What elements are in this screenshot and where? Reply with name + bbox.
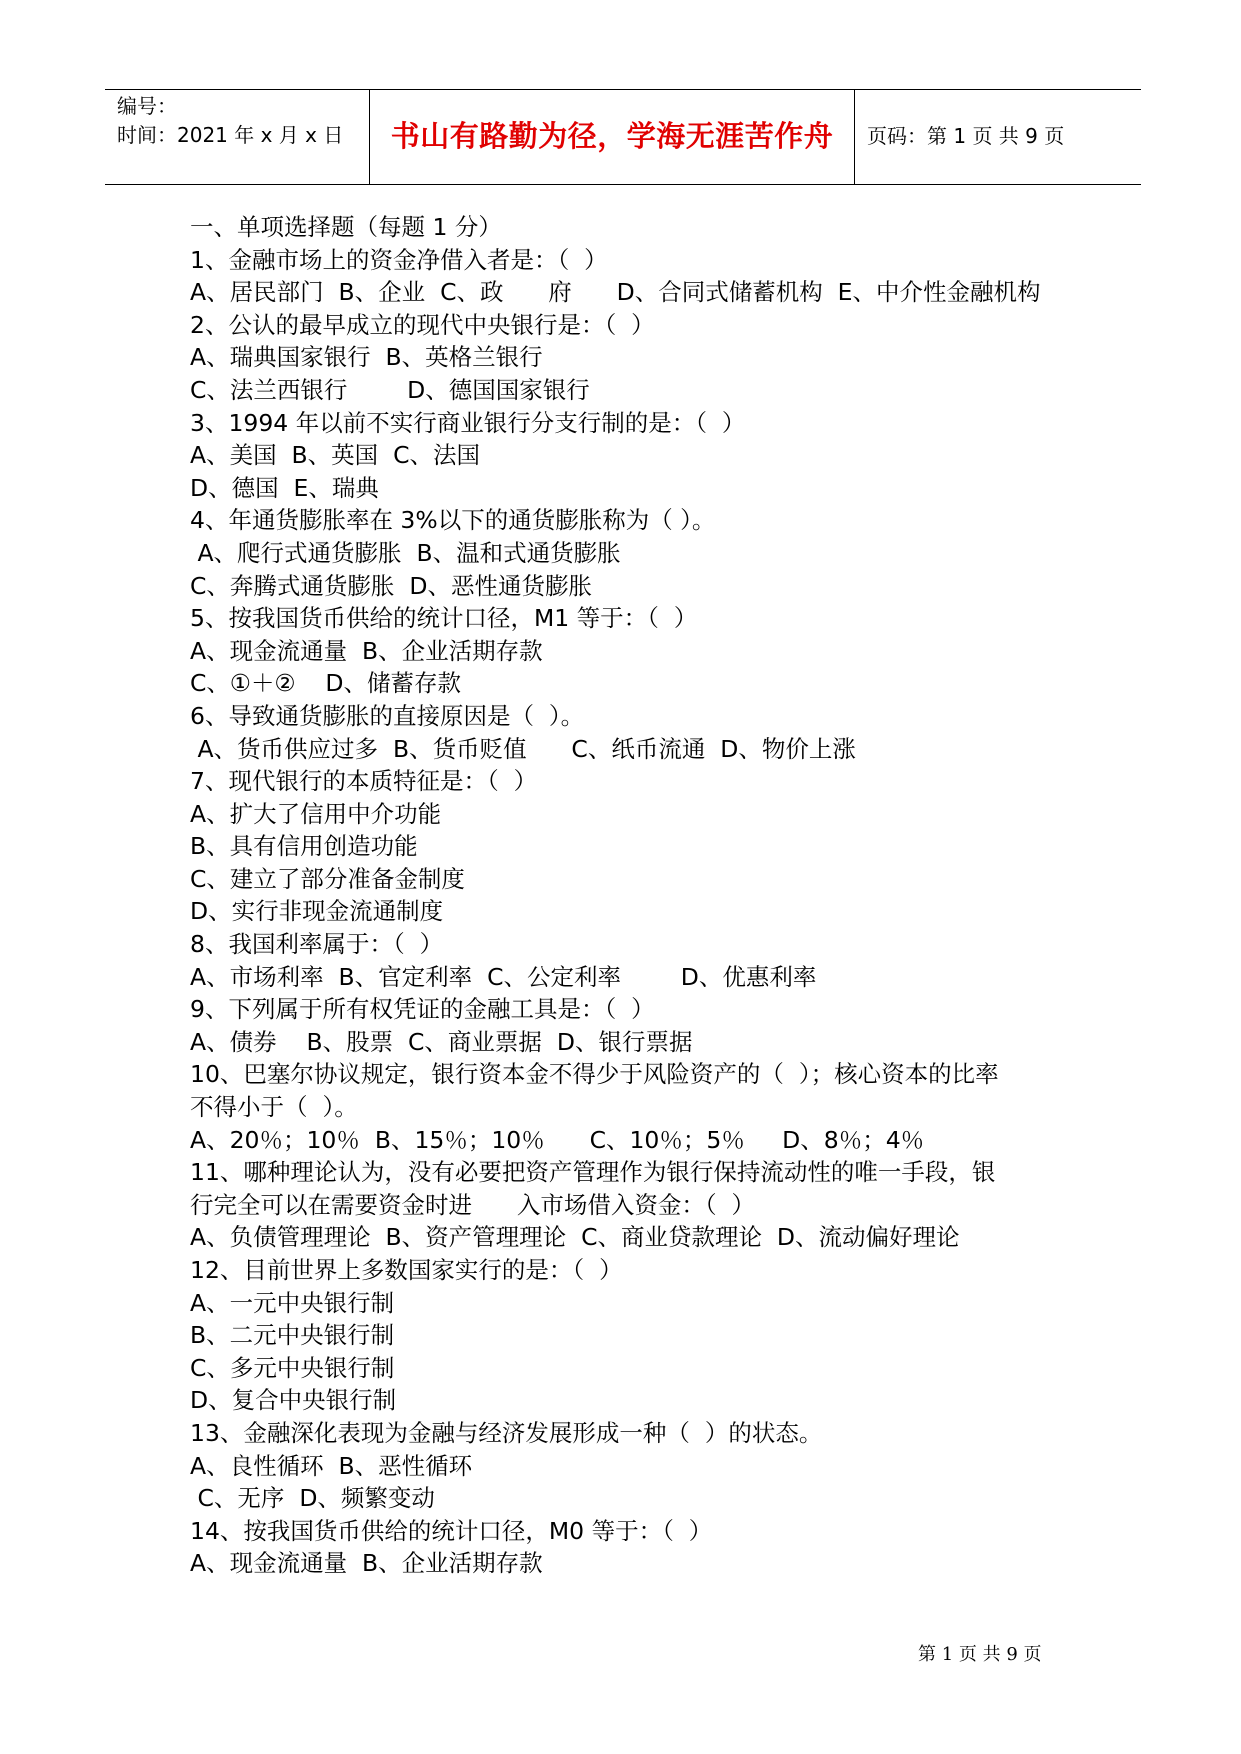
text-line: D、实行非现金流通制度: [190, 897, 444, 926]
text-line: 10、巴塞尔协议规定，银行资本金不得少于风险资产的（ ）；核心资本的比率: [190, 1060, 999, 1089]
text-line: 一、单项选择题（每题 1 分）: [190, 213, 502, 241]
text-line: D、德国 E、瑞典: [190, 473, 379, 502]
text-line: 12、目前世界上多数国家实行的是：（ ）: [190, 1256, 623, 1284]
text-line: 2、公认的最早成立的现代中央银行是：（ ）: [190, 310, 655, 339]
text-line: A、20％；10％ B、15％；10％ C、10％；5％ D、8％；4％: [190, 1125, 925, 1154]
text-line: 4、年通货膨胀率在 3%以下的通货膨胀称为（ ）。: [190, 506, 716, 535]
header-page-info: 页码：第 1 页 共 9 页: [867, 124, 1065, 148]
text-line: A、扩大了信用中介功能: [190, 799, 442, 828]
text-line: A、美国 B、英国 C、法国: [190, 441, 480, 470]
page-footer: 第 1 页 共 9 页: [918, 1644, 1042, 1665]
text-line: A、现金流通量 B、企业活期存款: [190, 1549, 543, 1578]
text-line: 9、下列属于所有权凭证的金融工具是：（ ）: [190, 995, 655, 1024]
text-line: 13、金融深化表现为金融与经济发展形成一种（ ）的状态。: [190, 1418, 823, 1447]
text-line: C、法兰西银行 D、德国国家银行: [190, 375, 590, 404]
header-left-cell: [105, 90, 369, 184]
text-line: A、一元中央银行制: [190, 1288, 395, 1317]
text-line: 5、按我国货币供给的统计口径，M1 等于：（ ）: [190, 604, 698, 633]
text-line: C、多元中央银行制: [190, 1353, 395, 1382]
text-line: C、无序 D、频繁变动: [190, 1484, 435, 1513]
page-header: [105, 89, 1141, 185]
text-line: 3、1994 年以前不实行商业银行分支行制的是：（ ）: [190, 408, 746, 437]
header-motto: 书山有路勤为径，学海无涯苦作舟: [390, 119, 834, 153]
text-line: B、具有信用创造功能: [190, 832, 418, 861]
text-line: 1、金融市场上的资金净借入者是：（ ）: [190, 245, 608, 274]
document-time-label: 时间：2021 年 x 月 x 日: [117, 123, 344, 147]
header-right-cell: [855, 90, 1141, 184]
text-line: 11、哪种理论认为，没有必要把资产管理作为银行保持流动性的唯一手段，银: [190, 1158, 996, 1187]
text-line: A、负债管理理论 B、资产管理理论 C、商业贷款理论 D、流动偏好理论: [190, 1223, 960, 1252]
text-line: 不得小于（ ）。: [190, 1093, 358, 1122]
text-line: B、二元中央银行制: [190, 1321, 395, 1350]
text-line: D、复合中央银行制: [190, 1386, 397, 1415]
document-number-label: 编号：: [117, 94, 177, 118]
text-line: 行完全可以在需要资金时进 入市场借入资金：（ ）: [190, 1190, 756, 1219]
text-line: A、债券 B、股票 C、商业票据 D、银行票据: [190, 1027, 693, 1056]
text-line: A、市场利率 B、官定利率 C、公定利率 D、优惠利率: [190, 962, 817, 991]
header-motto-cell: [369, 90, 855, 184]
text-line: A、货币供应过多 B、货币贬值 C、纸币流通 D、物价上涨: [190, 734, 856, 763]
text-line: A、居民部门 B、企业 C、政 府 D、合同式储蓄机构 E、中介性金融机构: [190, 278, 1041, 307]
text-line: 8、我国利率属于：（ ）: [190, 930, 444, 959]
text-line: C、奔腾式通货膨胀 D、恶性通货膨胀: [190, 571, 592, 600]
document-body: [190, 211, 1090, 1580]
text-line: 6、导致通货膨胀的直接原因是（ ）。: [190, 701, 585, 730]
text-line: A、爬行式通货膨胀 B、温和式通货膨胀: [190, 538, 621, 567]
text-line: 14、按我国货币供给的统计口径，M0 等于：（ ）: [190, 1516, 713, 1545]
text-line: 7、现代银行的本质特征是：（ ）: [190, 767, 538, 796]
text-line: A、良性循环 B、恶性循环: [190, 1451, 473, 1480]
text-line: A、瑞典国家银行 B、英格兰银行: [190, 343, 543, 372]
text-line: A、现金流通量 B、企业活期存款: [190, 636, 543, 665]
text-line: C、建立了部分准备金制度: [190, 864, 465, 893]
text-line: C、①＋② D、储蓄存款: [190, 669, 462, 698]
